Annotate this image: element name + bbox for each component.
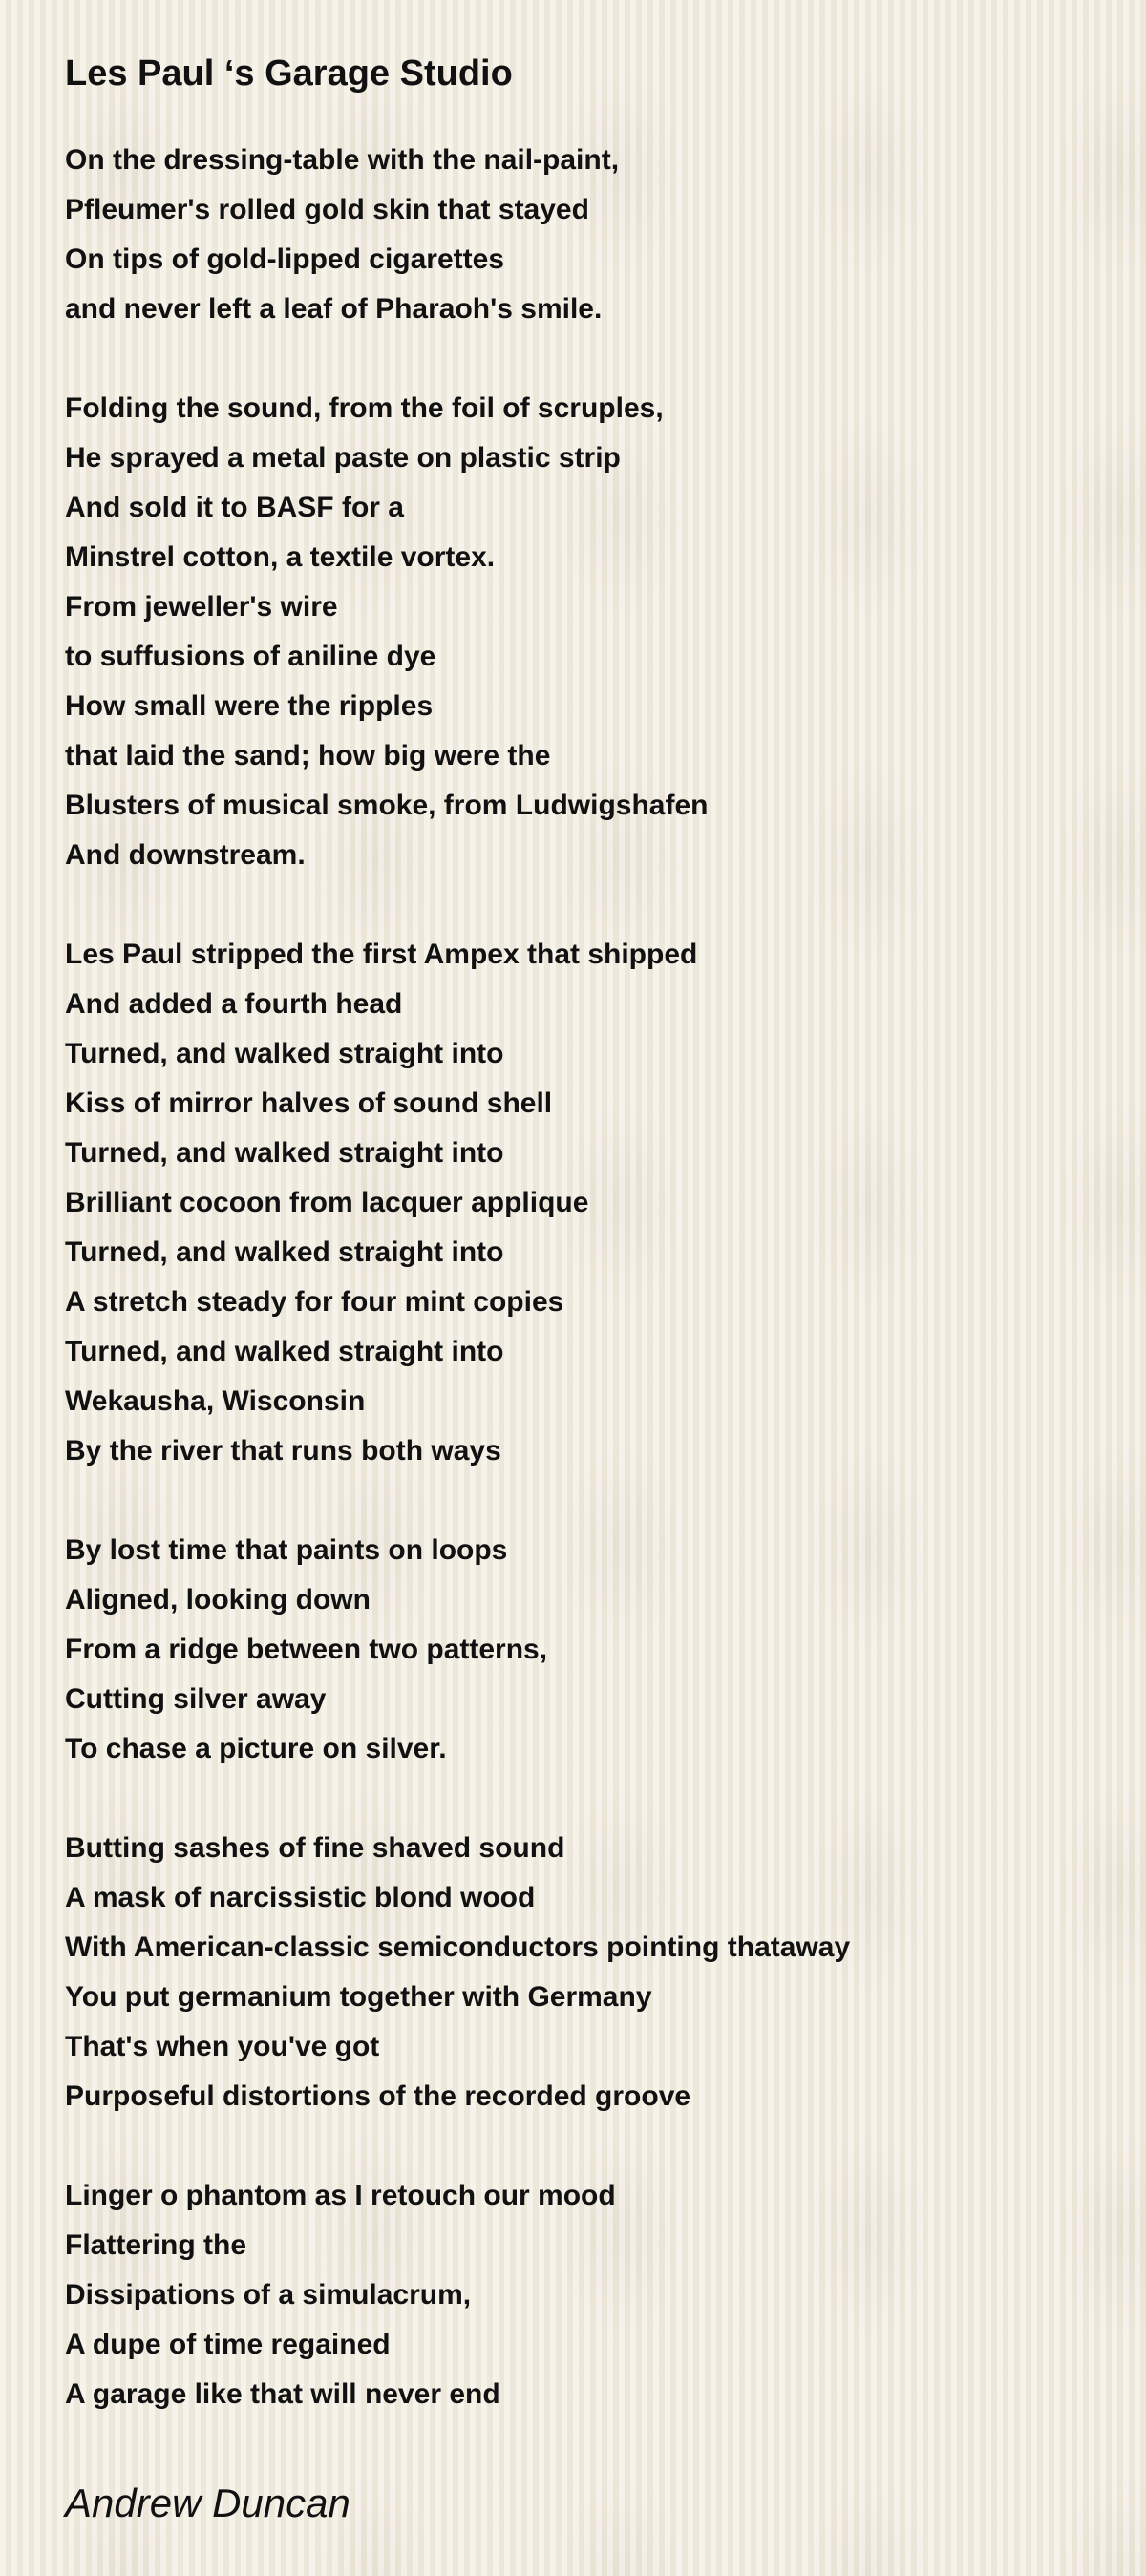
poem-stanza — [65, 2171, 1096, 2419]
poem-line: He sprayed a metal paste on plastic strip — [65, 442, 621, 474]
poem-line: You put germanium together with Germany — [65, 1981, 652, 2013]
poem-line: On tips of gold-lipped cigarettes — [65, 243, 505, 275]
poem-line: Minstrel cotton, a textile vortex. — [65, 541, 496, 573]
poem-line: Folding the sound, from the foil of scruples, — [65, 392, 664, 424]
poem-line: Kiss of mirror halves of sound shell — [65, 1087, 553, 1119]
poem-line: Cutting silver away — [65, 1683, 327, 1715]
poem-line: From jeweller's wire — [65, 591, 338, 623]
poem-line: By lost time that paints on loops — [65, 1534, 508, 1566]
poem-line: Purposeful distortions of the recorded groove — [65, 2080, 691, 2112]
poem-line: Brilliant cocoon from lacquer applique — [65, 1187, 589, 1218]
poem-container — [65, 48, 1096, 2469]
poem-body — [65, 136, 1096, 2419]
poem-line: Flattering the — [65, 2229, 247, 2261]
poem-line: that laid the sand; how big were the — [65, 740, 551, 771]
poem-line: How small were the ripples — [65, 690, 434, 722]
poem-line: And sold it to BASF for a — [65, 492, 404, 523]
poem-line: With American-classic semiconductors pointing thataway — [65, 1932, 851, 1963]
poem-line: A mask of narcissistic blond wood — [65, 1882, 536, 1913]
poem-line: Wekausha, Wisconsin — [65, 1385, 366, 1417]
poem-line: Pfleumer's rolled gold skin that stayed — [65, 194, 589, 225]
poem-line: and never left a leaf of Pharaoh's smile. — [65, 293, 603, 325]
poem-stanza — [65, 1526, 1096, 1774]
poem-line: And downstream. — [65, 839, 306, 871]
poem-line: Aligned, looking down — [65, 1584, 371, 1615]
poem-line: Butting sashes of fine shaved sound — [65, 1832, 565, 1864]
poem-line: That's when you've got — [65, 2031, 380, 2062]
poem-line: And added a fourth head — [65, 988, 403, 1020]
poem-author[interactable]: Andrew Duncan — [65, 2481, 350, 2525]
poem-line: On the dressing-table with the nail-paint, — [65, 144, 620, 176]
poem-title: Les Paul ‘s Garage Studio — [65, 53, 513, 94]
poem-stanza — [65, 930, 1096, 1476]
poem-line: A dupe of time regained — [65, 2329, 391, 2360]
poem-line: By the river that runs both ways — [65, 1435, 501, 1467]
poem-line: Turned, and walked straight into — [65, 1336, 504, 1367]
poem-line: Les Paul stripped the first Ampex that shipped — [65, 939, 698, 970]
poem-stanza — [65, 136, 1096, 334]
poem-stanza — [65, 1824, 1096, 2122]
poem-line: Blusters of musical smoke, from Ludwigshafen — [65, 790, 709, 821]
poem-line: Turned, and walked straight into — [65, 1137, 504, 1169]
poem-line: Turned, and walked straight into — [65, 1236, 504, 1268]
poem-line: to suffusions of aniline dye — [65, 641, 436, 672]
poem-line: A garage like that will never end — [65, 2378, 500, 2410]
poem-stanza — [65, 384, 1096, 880]
poem-line: Dissipations of a simulacrum, — [65, 2279, 472, 2311]
poem-line: From a ridge between two patterns, — [65, 1634, 548, 1665]
poem-line: Linger o phantom as I retouch our mood — [65, 2180, 616, 2211]
poem-line: A stretch steady for four mint copies — [65, 1286, 564, 1318]
poem-line: Turned, and walked straight into — [65, 1038, 504, 1069]
poem-line: To chase a picture on silver. — [65, 1733, 447, 1764]
